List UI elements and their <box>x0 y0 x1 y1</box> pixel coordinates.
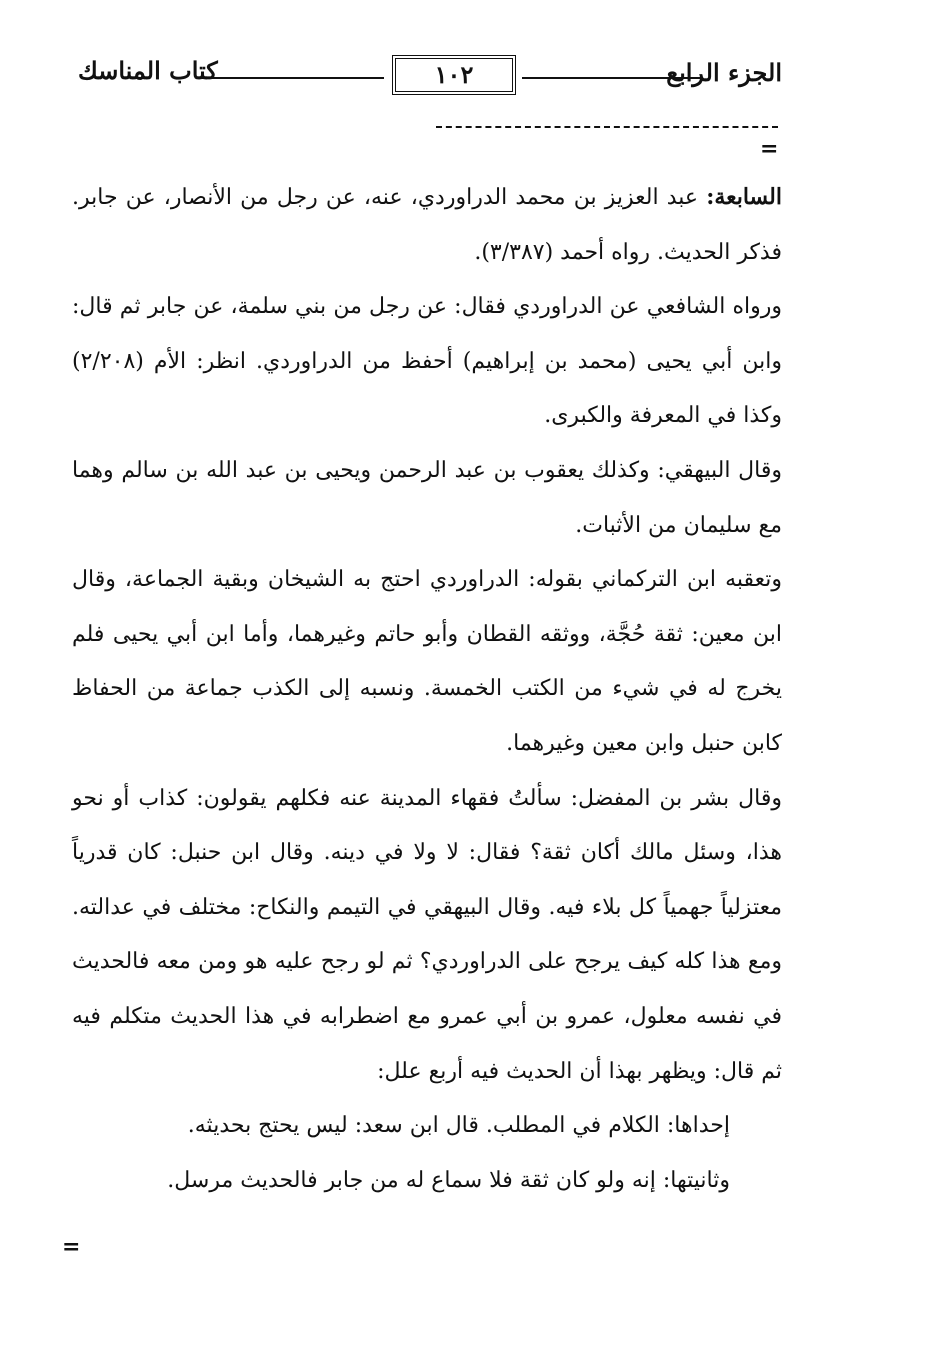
page-number: ١٠٢ <box>392 55 516 95</box>
paragraph: ورواه الشافعي عن الدراوردي فقال: عن رجل من بني سلمة، عن جابر ثم قال: وابن أبي يحيى (محمد بن إبراهيم) أحفظ من الدراوردي. انظر: الأم (٢/٢٠٨) وكذا في المعرفة والكبرى. <box>72 294 782 429</box>
paragraph: وقال البيهقي: وكذلك يعقوب بن عبد الرحمن ويحيى بن عبد الله بن سالم وهما مع سليمان من الأثبات. <box>72 457 782 538</box>
header-rule-left <box>202 77 384 79</box>
section-title: كتاب المناسك <box>78 56 218 85</box>
paragraph-text: عبد العزيز بن محمد الدراوردي، عنه، عن رجل من الأنصار، عن جابر. فذكر الحديث. رواه أحمد (٣/٣٨٧). <box>72 185 782 265</box>
paragraph: وقال بشر بن المفضل: سألتُ فقهاء المدينة عنه فكلهم يقولون: كذاب أو نحو هذا، وسئل مالك أكان ثقة؟ فقال: لا ولا في دينه. وقال ابن حنبل: كان قدرياً معتزلياً جهمياً كل بلاء فيه. وقال البيهقي في التيمم والنكاح: مختلف في عدالته. ومع هذا كله كيف يرجح على الدراوردي؟ ثم لو رجح عليه هو ومن معه فالحديث في نفسه معلول، عمرو بن أبي عمرو مع اضطرابه في هذا الحديث متكلم فيه ثم قال: ويظهر بهذا أن الحديث فيه أربع علل: <box>72 785 782 1084</box>
paragraph-indented: إحداها: الكلام في المطلب. قال ابن سعد: ليس يحتج بحديثه. <box>187 1113 730 1139</box>
separator-mark-bottom: = <box>62 1234 81 1260</box>
header-rule-right <box>522 77 700 79</box>
running-header <box>70 50 790 98</box>
volume-title: الجزء الرابع <box>666 58 782 87</box>
dashed-rule <box>436 126 778 128</box>
paragraph <box>72 170 782 280</box>
paragraph-indented: وثانيتها: إنه ولو كان ثقة فلا سماع له من جابر فالحديث مرسل. <box>167 1167 730 1193</box>
paragraph-lead: السابعة: <box>706 184 782 210</box>
paragraph: وتعقبه ابن التركماني بقوله: الدراوردي احتج به الشيخان وبقية الجماعة، وقال ابن معين: ثقة حُجَّة، ووثقه القطان وأبو حاتم وغيرهما، وأما ابن أبي يحيى فلم يخرج له في شيء من الكتب الخمسة. ونسبه إلى الكذب جماعة من الحفاظ كابن حنبل وابن معين وغيرهما. <box>72 567 782 756</box>
body-text <box>72 170 782 1208</box>
separator-mark-top: = <box>760 136 779 162</box>
